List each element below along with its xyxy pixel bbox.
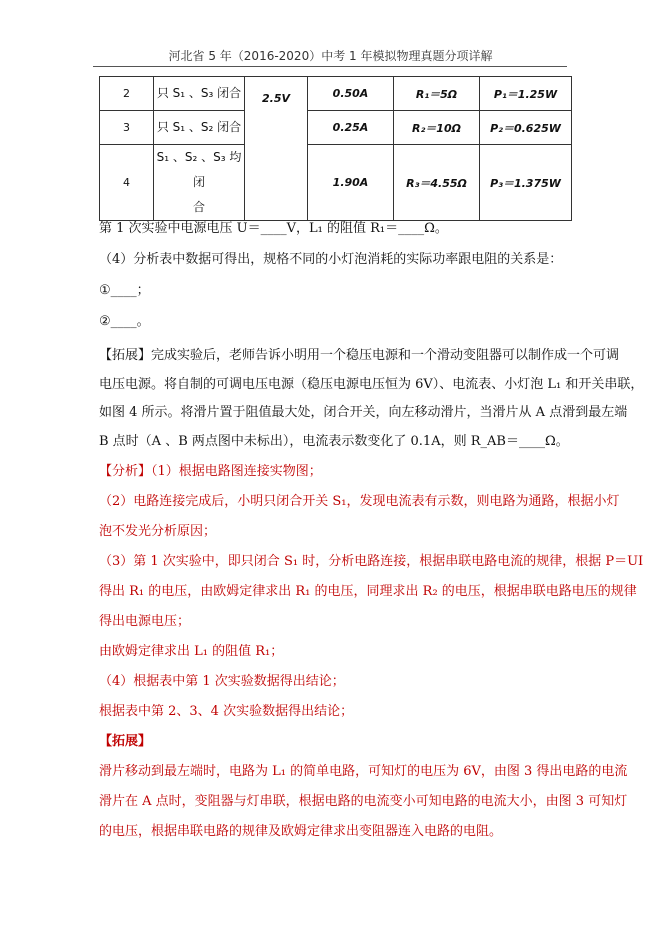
table-row [100, 145, 572, 221]
table-cell-condition: 只 S₁ 、S₃ 闭合 [154, 77, 245, 111]
table-cell-current: 0.25A [308, 111, 394, 145]
table-cell-condition [154, 145, 245, 221]
table-cell-condition-line2: 合 [192, 200, 205, 214]
table-cell-resistance: R₂＝10Ω [394, 111, 480, 145]
analysis-line: （3）第 1 次实验中，即只闭合 S₁ 时，分析电路连接，根据串联电路电流的规律，根据 P＝UI [99, 554, 644, 569]
extension-text: 电压电源。将自制的可调电压电源（稳压电源电压恒为 6V）、电流表、小灯泡 L₁ 和开关串联， [99, 377, 644, 392]
question-line: （4）分析表中数据可得出，规格不同的小灯泡消耗的实际功率跟电阻的关系是： [99, 252, 563, 267]
extension-text: B 点时（A 、B 两点图中未标出），电流表示数变化了 0.1A，则 R_AB＝____Ω。 [99, 434, 569, 449]
extension-text: 如图 4 所示。将滑片置于阻值最大处，闭合开关，向左移动滑片，当滑片从 A 点滑到最左端 [99, 405, 628, 420]
table-cell-current: 1.90A [308, 145, 394, 221]
analysis-heading: 【拓展】 [99, 734, 152, 749]
header-divider [93, 66, 567, 67]
table-cell-current: 0.50A [308, 77, 394, 111]
table-cell-number: 4 [100, 145, 154, 221]
analysis-line: 得出电源电压； [99, 614, 191, 629]
analysis-line: 【分析】（1）根据电路图连接实物图； [99, 464, 322, 479]
analysis-line: （2）电路连接完成后，小明只闭合开关 S₁，发现电流表有示数，则电路为通路，根据小灯 [99, 494, 620, 509]
analysis-line: （4）根据表中第 1 次实验数据得出结论； [99, 674, 345, 689]
table-row [100, 111, 572, 145]
table-cell-resistance: R₃＝4.55Ω [394, 145, 480, 221]
answer-blank: ②____。 [99, 314, 150, 329]
table-cell-power: P₂＝0.625W [480, 111, 572, 145]
extension-text: 【拓展】完成实验后，老师告诉小明用一个稳压电源和一个滑动变阻器可以制作成一个可调 [99, 348, 620, 363]
analysis-line: 滑片在 A 点时，变阻器与灯串联，根据电路的电流变小可知电路的电流大小，由图 3 可知灯 [99, 794, 628, 809]
table-cell-power: P₃＝1.375W [480, 145, 572, 221]
table-cell-power: P₁＝1.25W [480, 77, 572, 111]
table-cell-condition: 只 S₁ 、S₂ 闭合 [154, 111, 245, 145]
table-cell-condition-line1: S₁ 、S₂ 、S₃ 均闭 [156, 150, 242, 189]
question-line: 第 1 次实验中电源电压 U＝____V，L₁ 的阻值 R₁＝____Ω。 [99, 221, 448, 236]
analysis-line: 泡不发光分析原因； [99, 524, 217, 539]
analysis-line: 的电压，根据串联电路的规律及欧姆定律求出变阻器连入电路的电阻。 [99, 824, 503, 839]
table-cell-resistance: R₁＝5Ω [394, 77, 480, 111]
table-cell-voltage: 2.5V [245, 77, 308, 221]
analysis-line: 根据表中第 2、3、4 次实验数据得出结论； [99, 704, 354, 719]
data-table [99, 76, 572, 221]
table-cell-number: 2 [100, 77, 154, 111]
analysis-line: 由欧姆定律求出 L₁ 的阻值 R₁； [99, 644, 284, 659]
page-header: 河北省 5 年（2016-2020）中考 1 年模拟物理真题分项详解 [168, 49, 493, 63]
table-row [100, 77, 572, 111]
answer-blank: ①____； [99, 283, 150, 298]
analysis-line: 得出 R₁ 的电压，由欧姆定律求出 R₁ 的电压，同理求出 R₂ 的电压，根据串联电路电压的规律 [99, 584, 637, 599]
analysis-line: 滑片移动到最左端时，电路为 L₁ 的简单电路，可知灯的电压为 6V，由图 3 得出电路的电流 [99, 764, 628, 779]
table-cell-number: 3 [100, 111, 154, 145]
